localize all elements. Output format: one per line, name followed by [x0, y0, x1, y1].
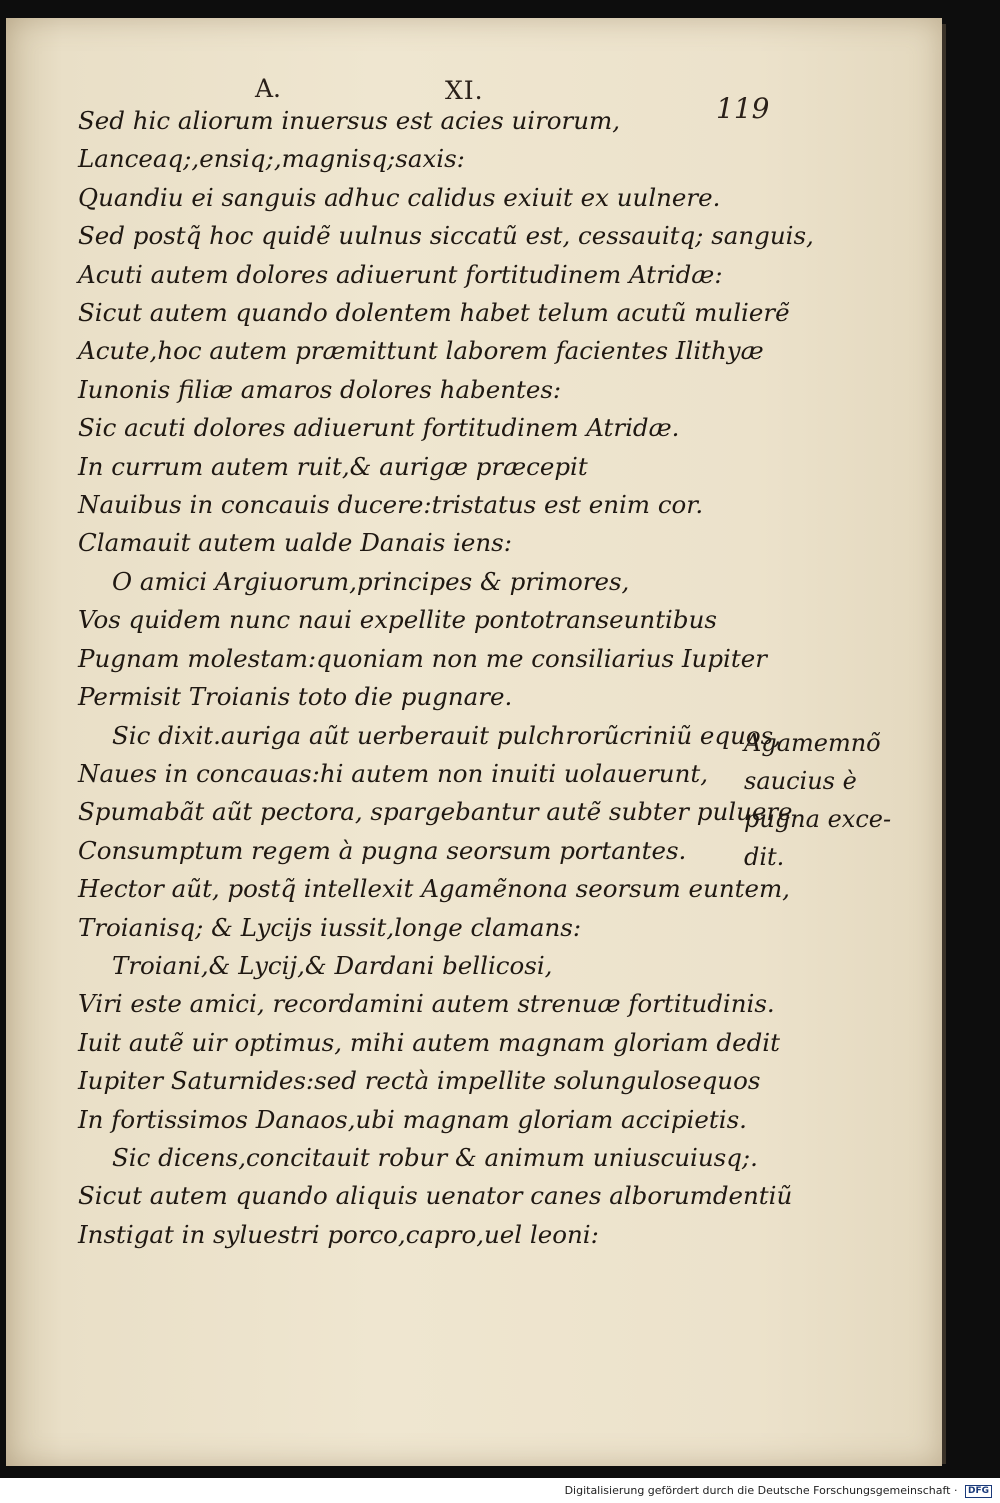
verse-line: Iunonis filiæ amaros dolores habentes: — [78, 374, 562, 404]
verse-line: Viri este amici, recordamini autem strenuæ fortitudinis. — [78, 989, 775, 1019]
verse-line: Clamauit autem ualde Danais iens: — [78, 528, 512, 558]
verse-line: Vos quidem nunc naui expellite pontotranseuntibus — [78, 605, 717, 635]
verse-line: Consumptum regem à pugna seorsum portantes. — [78, 835, 687, 865]
margin-note-line: Agamemnõ — [744, 729, 881, 757]
verse-line: Troianisq; & Lycijs iussit,longe clamans: — [78, 912, 582, 942]
margin-note — [744, 724, 894, 876]
verse-line: Hector aũt, postq̃ intellexit Agamẽnona seorsum euntem, — [78, 874, 790, 904]
footer-credit: Digitalisierung gefördert durch die Deutsche Forschungsgemeinschaft · — [564, 1484, 958, 1497]
verse-line: Sicut autem quando dolentem habet telum acutũ mulierẽ — [78, 298, 790, 328]
dfg-logo: DFG — [965, 1485, 992, 1498]
margin-note-line: saucius è — [744, 767, 857, 795]
page-edge — [942, 24, 946, 1464]
verse-line: Nauibus in concauis ducere:tristatus est enim cor. — [78, 490, 704, 520]
verse-line: Sic dixit.auriga aũt uerberauit pulchrorũcriniũ equos, — [112, 720, 781, 750]
verse-line: Acute,hoc autem præmittunt laborem facientes Ilithyæ — [78, 336, 764, 366]
verse-line: Sic acuti dolores adiuerunt fortitudinem Atridæ. — [78, 413, 680, 443]
verse-line: In fortissimos Danaos,ubi magnam gloriam accipietis. — [78, 1104, 747, 1134]
folio-number: 119 — [716, 92, 770, 125]
verse-line: Permisit Troianis toto die pugnare. — [78, 682, 513, 712]
verse-line: Naues in concauas:hi autem non inuiti uolauerunt, — [78, 758, 708, 788]
footer-bar — [0, 1478, 1000, 1503]
verse-line: Troiani,& Lycij,& Dardani bellicosi, — [112, 950, 553, 980]
verse-line: In currum autem ruit,& aurigæ præcepit — [78, 451, 588, 481]
verse-line: Iuit autẽ uir optimus, mihi autem magnam gloriam dedit — [78, 1027, 780, 1057]
verse-line: Sed postq̃ hoc quidẽ uulnus siccatũ est, cessauitq; sanguis, — [78, 221, 814, 251]
verse-line: Pugnam molestam:quoniam non me consiliarius Iupiter — [78, 643, 767, 673]
verse-line: Sed hic aliorum inuersus est acies uirorum, — [78, 106, 621, 135]
verse-line: Iupiter Saturnides:sed rectà impellite solungulosequos — [78, 1066, 761, 1096]
verse-line: Sicut autem quando aliquis uenator canes alborumdentiũ — [78, 1181, 793, 1211]
verse-line: Quandiu ei sanguis adhuc calidus exiuit ex uulnere. — [78, 182, 721, 212]
book-number: XI. — [445, 76, 484, 105]
margin-note-line: dit. — [744, 843, 785, 871]
verse-line: Sic dicens,concitauit robur & animum uniuscuiusq;. — [112, 1142, 758, 1172]
verse-line: Spumabãt aũt pectora, spargebantur autẽ subter puluere — [78, 797, 793, 827]
margin-note-line: pugna exce- — [744, 805, 892, 833]
verse-line: O amici Argiuorum,principes & primores, — [112, 566, 630, 596]
verse-line: Instigat in syluestri porco,capro,uel leoni: — [78, 1219, 599, 1249]
verse-line: Lanceaq;,ensiq;,magnisq;saxis: — [78, 144, 465, 174]
signature-mark: A. — [255, 74, 282, 103]
verse-line: Acuti autem dolores adiuerunt fortitudinem Atridæ: — [78, 259, 723, 289]
